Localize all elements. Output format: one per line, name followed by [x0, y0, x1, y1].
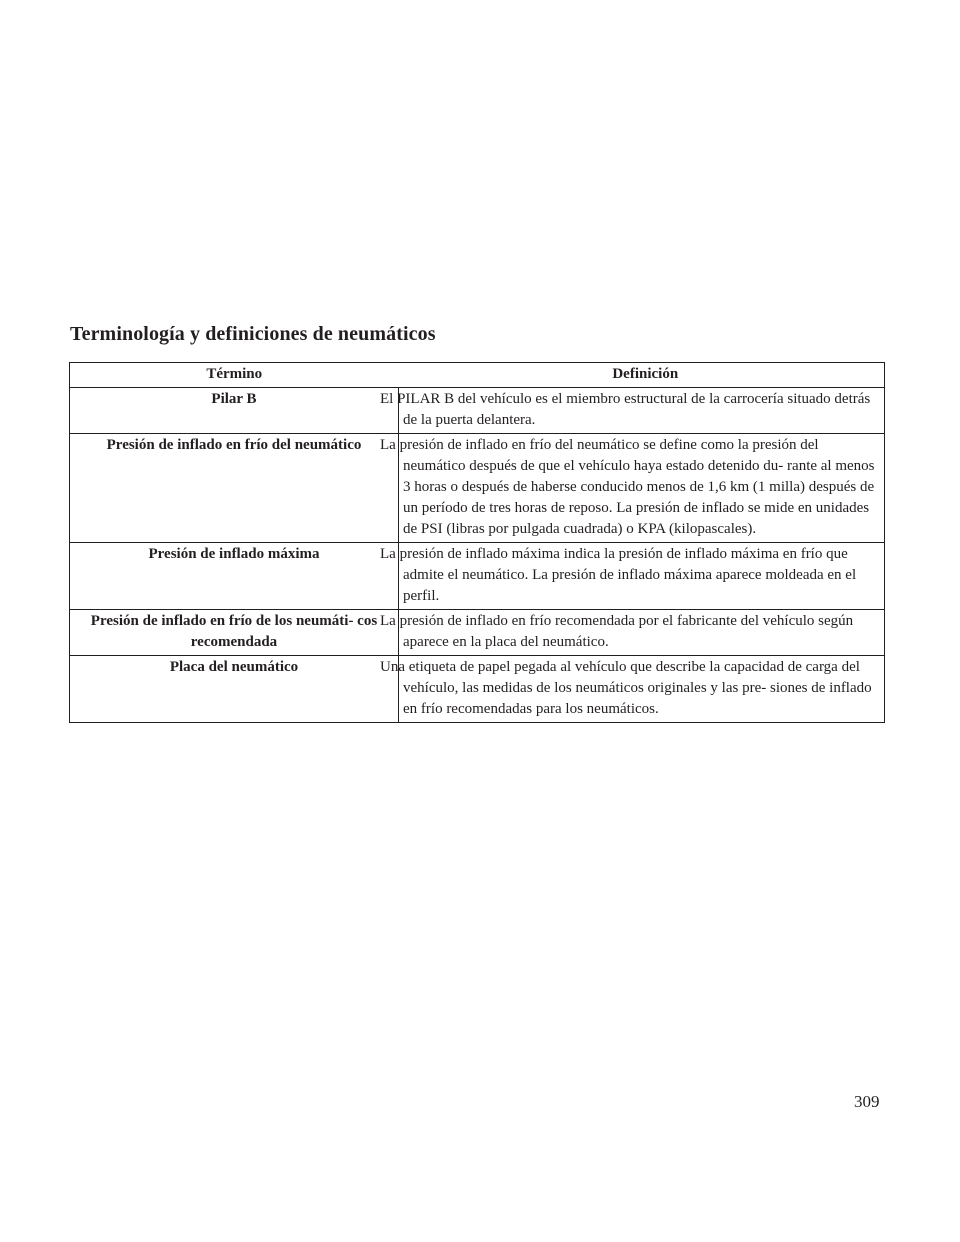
term-cell: Presión de inflado en frío del neumático	[70, 434, 399, 543]
definition-cell: El PILAR B del vehículo es el miembro estructural de la carrocería situado detrás de la puerta delantera.	[399, 388, 885, 434]
column-header-term: Término	[70, 363, 399, 388]
definition-cell: La presión de inflado máxima indica la presión de inflado máxima en frío que admite el neumático. La presión de inflado máxima aparece moldeada en el perfil.	[399, 543, 885, 610]
term-cell: Pilar B	[70, 388, 399, 434]
table-row	[70, 434, 885, 543]
term-cell: Placa del neumático	[70, 656, 399, 723]
table-row	[70, 543, 885, 610]
column-header-definition: Definición	[399, 363, 885, 388]
definition-cell: La presión de inflado en frío del neumático se define como la presión del neumático después de que el vehículo haya estado detenido du- rante al menos 3 horas o después de haberse conducido menos de 1,6 km (1 milla) después de un período de tres horas de reposo. La presión de inflado se mide en unidades de PSI (libras por pulgada cuadrada) o KPA (kilopascales).	[399, 434, 885, 543]
term-cell: Presión de inflado máxima	[70, 543, 399, 610]
page-number: 309	[854, 1092, 880, 1111]
table-row	[70, 610, 885, 656]
table-row	[70, 656, 885, 723]
term-cell: Presión de inflado en frío de los neumáti- cos recomendada	[70, 610, 399, 656]
table-row	[70, 388, 885, 434]
table-header-row	[70, 363, 885, 388]
terminology-table	[69, 362, 885, 723]
section-title: Terminología y definiciones de neumáticos	[70, 323, 436, 345]
definition-cell: La presión de inflado en frío recomendada por el fabricante del vehículo según aparece en la placa del neumático.	[399, 610, 885, 656]
definition-cell: Una etiqueta de papel pegada al vehículo que describe la capacidad de carga del vehículo, las medidas de los neumáticos originales y las pre- siones de inflado en frío recomendadas para los neumáticos.	[399, 656, 885, 723]
